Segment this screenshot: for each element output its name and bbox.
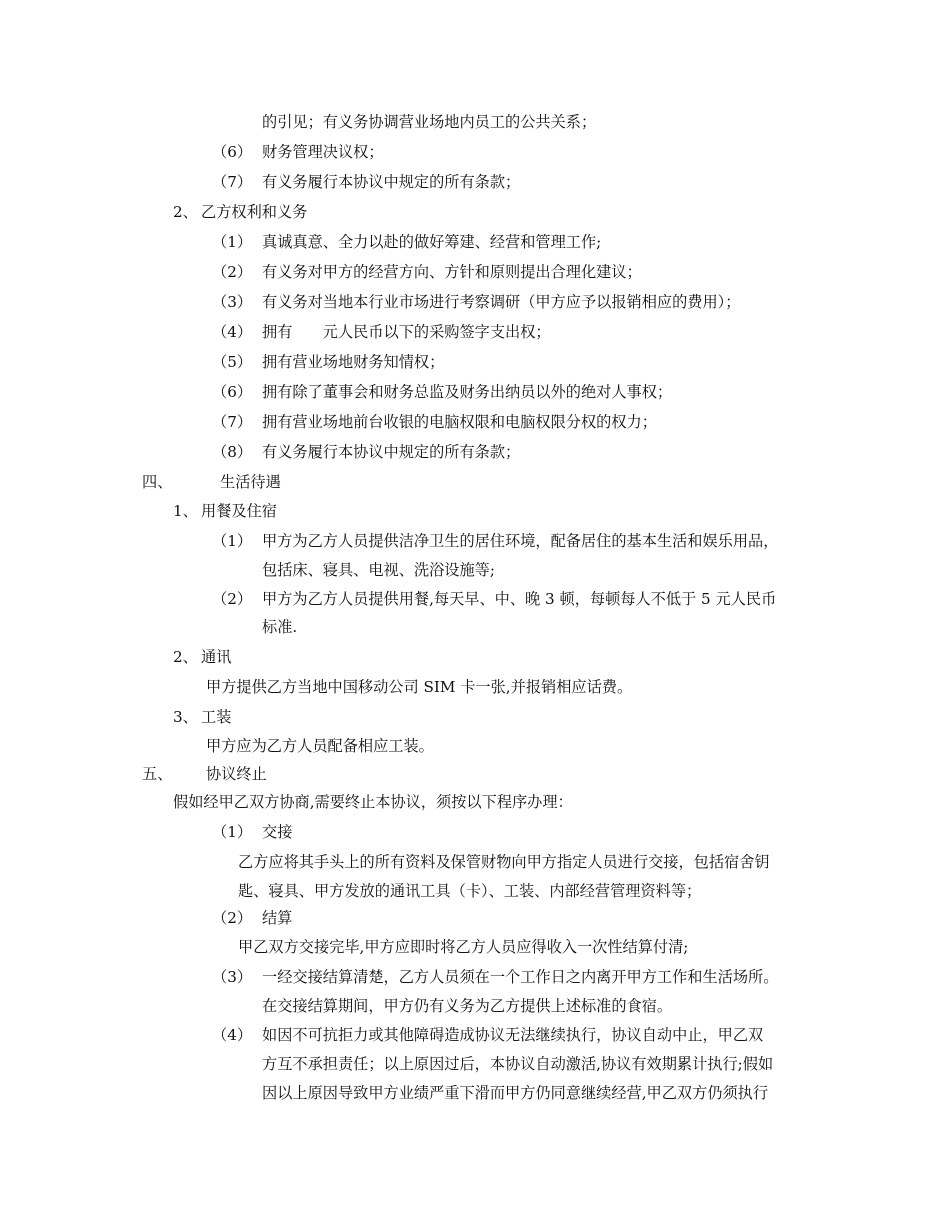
item-number: （6） — [212, 383, 253, 401]
item-text: 拥有营业场地财务知情权； — [262, 353, 445, 371]
item-number: （4） — [212, 323, 253, 341]
item-number: （3） — [212, 968, 253, 986]
heading-text: 通讯 — [201, 648, 232, 666]
item-number: （1） — [212, 823, 253, 841]
heading-number: 2、 — [173, 203, 198, 221]
heading-text: 生活待遇 — [220, 473, 281, 491]
item-text: 拥有营业场地前台收银的电脑权限和电脑权限分权的权力； — [262, 413, 657, 431]
item-text: 有义务对当地本行业市场进行考察调研（甲方应予以报销相应的费用）； — [262, 293, 741, 311]
item-text: 一经交接结算清楚，乙方人员须在一个工作日之内离开甲方工作和生活场所。 — [262, 968, 779, 986]
heading-number: 五、 — [142, 765, 173, 783]
item-number: （3） — [212, 293, 253, 311]
item-text: 有义务对甲方的经营方向、方针和原则提出合理化建议； — [262, 263, 642, 281]
heading-number: 四、 — [142, 473, 173, 491]
item-text: 有义务履行本协议中规定的所有条款； — [262, 443, 521, 461]
item-text: 结算 — [262, 909, 293, 927]
heading-text: 协议终止 — [206, 765, 267, 783]
item-text: 如因不可抗拒力或其他障碍造成协议无法继续执行，协议自动中止，甲乙双 — [262, 1026, 764, 1044]
item-number: （6） — [212, 143, 253, 161]
item-number: （2） — [212, 263, 253, 281]
item-number: （8） — [212, 443, 253, 461]
item-number: （2） — [212, 590, 253, 608]
item-text: 交接 — [262, 823, 293, 841]
item-text: 财务管理决议权； — [262, 143, 384, 161]
item-number: （7） — [212, 413, 253, 431]
heading-text: 用餐及住宿 — [201, 502, 277, 520]
heading-text: 乙方权利和义务 — [201, 203, 308, 221]
item-text: 真诚真意、全力以赴的做好筹建、经营和管理工作; — [262, 233, 602, 251]
item-number: （1） — [212, 233, 253, 251]
item-number: （2） — [212, 909, 253, 927]
item-text: 甲方为乙方人员提供用餐,每天早、中、晚 3 顿，每顿每人不低于 5 元人民币 — [262, 590, 777, 608]
item-text: 甲方为乙方人员提供洁净卫生的居住环境，配备居住的基本生活和娱乐用品， — [262, 532, 779, 550]
item-number: （1） — [212, 532, 253, 550]
item-text: 拥有除了董事会和财务总监及财务出纳员以外的绝对人事权； — [262, 383, 673, 401]
heading-number: 2、 — [173, 648, 198, 666]
item-text: 有义务履行本协议中规定的所有条款； — [262, 173, 521, 191]
item-number: （4） — [212, 1026, 253, 1044]
item-number: （7） — [212, 173, 253, 191]
heading-number: 1、 — [173, 502, 198, 520]
item-number: （5） — [212, 353, 253, 371]
item-text: 拥有 元人民币以下的采购签字支出权； — [262, 323, 551, 341]
heading-text: 工装 — [201, 708, 232, 726]
heading-number: 3、 — [173, 708, 198, 726]
